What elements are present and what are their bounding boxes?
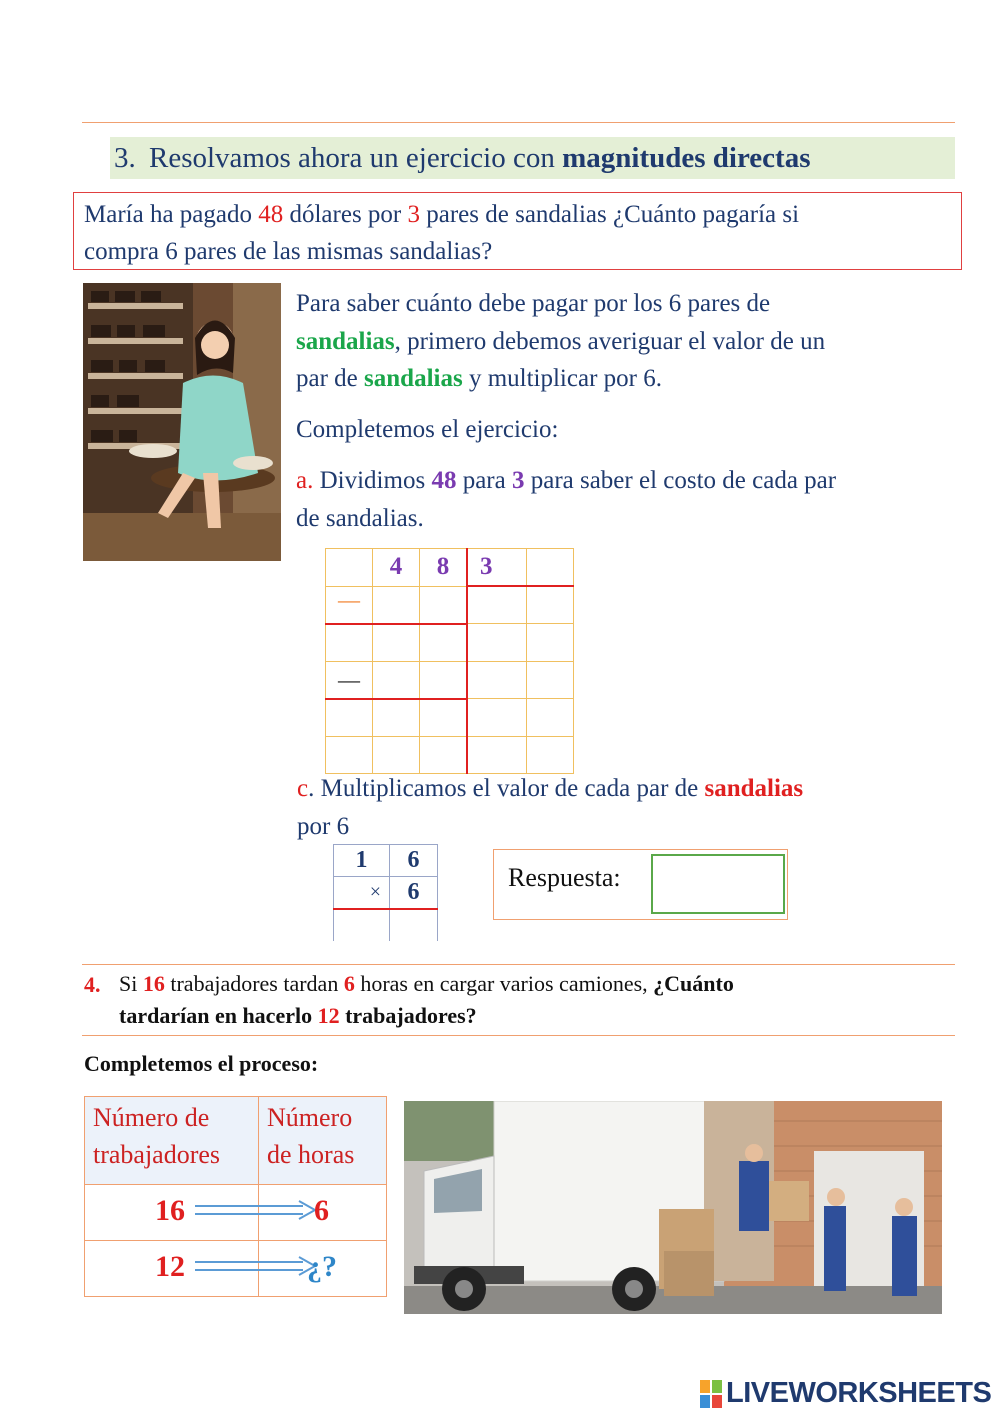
problem-text: pares de sandalias ¿Cuánto pagaría si [420, 201, 800, 228]
quotient-cell[interactable] [527, 586, 574, 624]
problem-text: María ha pagado [84, 201, 259, 228]
input-cell[interactable] [373, 661, 420, 699]
section-4-question: trabajadores? [339, 1003, 477, 1028]
mult-digit: 6 [390, 845, 438, 877]
grid-cell [467, 624, 527, 662]
minus-sign-1: — [326, 586, 373, 624]
explanation-text: par de [296, 365, 365, 392]
mult-digit: 6 [390, 877, 438, 910]
input-cell[interactable] [326, 699, 373, 737]
division-grid [325, 548, 574, 774]
section-4-text: Si [119, 971, 143, 996]
input-cell[interactable] [420, 624, 468, 662]
workers-value: 12 [155, 1250, 185, 1283]
step-a-text: de sandalias. [296, 504, 424, 532]
product-cell[interactable] [334, 909, 390, 941]
step-c-text: por 6 [297, 812, 350, 840]
step-a-text: para [456, 467, 512, 494]
divisor-cell: 3 [467, 549, 527, 587]
truck-loading-photo [404, 1101, 942, 1314]
section-4-question: ¿Cuánto [653, 971, 734, 996]
process-table [84, 1096, 387, 1297]
product-cell[interactable] [390, 909, 438, 941]
step-c-letter: c [297, 775, 309, 802]
grid-cell [527, 661, 574, 699]
liveworksheets-text: LIVEWORKSHEETS [726, 1377, 992, 1409]
keyword-sandalias: sandalias [364, 365, 463, 392]
input-cell[interactable] [373, 586, 420, 624]
step-a [296, 462, 961, 537]
keyword-sandalias: sandalias [296, 327, 395, 355]
workers-number: 16 [142, 971, 165, 996]
section-4-number: 4. [84, 972, 101, 997]
answer-input[interactable] [651, 854, 785, 914]
liveworksheets-logo [700, 1377, 991, 1411]
grid-cell [527, 736, 574, 773]
section-4-question: tardarían en hacerlo [119, 1003, 318, 1028]
section-4-bottom-divider [82, 1035, 955, 1036]
table-header-workers: Número de trabajadores [85, 1097, 259, 1185]
divisor-number: 3 [511, 467, 525, 494]
section-3-title: Resolvamos ahora un ejercicio con [149, 142, 563, 174]
section-4-text: horas en cargar varios camiones, [354, 971, 654, 996]
step-a-text: para saber el costo de cada par [524, 467, 837, 494]
grid-cell [373, 736, 420, 773]
hours-cell [259, 1185, 387, 1241]
step-c [297, 770, 962, 845]
workers-cell [85, 1185, 259, 1241]
problem-question: compra 6 pares de las mismas sandalias? [84, 238, 493, 265]
times-sign: × [334, 877, 390, 910]
explanation-paragraph [296, 285, 961, 398]
liveworksheets-icon [700, 1380, 722, 1408]
grid-cell [467, 661, 527, 699]
problem-text: dólares por [283, 201, 408, 228]
dividend-number: 48 [431, 467, 457, 494]
quotient-cell[interactable] [467, 586, 527, 624]
explanation-text: , primero debemos averiguar el valor de un [394, 327, 826, 355]
minus-sign-2: — [326, 661, 373, 699]
explanation-text: Para saber cuánto debe pagar por los 6 pares de [296, 290, 771, 317]
problem-statement-box [73, 192, 962, 270]
process-title: Completemos el proceso: [84, 1051, 319, 1076]
shoe-store-photo [83, 283, 281, 561]
input-cell[interactable] [420, 699, 468, 737]
grid-cell [420, 736, 468, 773]
grid-cell [527, 699, 574, 737]
multiplication-grid [333, 844, 438, 941]
table-header-hours: Número de horas [259, 1097, 387, 1185]
new-workers-number: 12 [317, 1003, 340, 1028]
step-c-text: . Multiplicamos el valor de cada par de [308, 775, 705, 802]
explanation-text: y multiplicar por 6. [462, 365, 662, 392]
input-cell[interactable] [420, 661, 468, 699]
dividend-digit: 8 [420, 549, 468, 587]
problem-pairs: 3 [407, 201, 421, 228]
section-3-title-bold: magnitudes directas [562, 142, 811, 174]
complete-exercise-label: Completemos el ejercicio: [296, 416, 559, 443]
hours-number: 6 [343, 971, 355, 996]
problem-amount: 48 [258, 201, 284, 228]
section-4-top-divider [82, 964, 955, 965]
section-4-text: trabajadores tardan [164, 971, 344, 996]
mult-digit: 1 [334, 845, 390, 877]
grid-cell [467, 699, 527, 737]
grid-cell [527, 624, 574, 662]
input-cell[interactable] [420, 586, 468, 624]
unknown-hours: ¿? [307, 1250, 337, 1283]
dividend-digit: 4 [373, 549, 420, 587]
grid-cell [527, 549, 574, 587]
hours-value: 6 [314, 1194, 329, 1227]
keyword-sandalias-red: sandalias [704, 775, 804, 802]
section-4-problem [119, 968, 969, 1032]
input-cell[interactable] [373, 624, 420, 662]
top-divider [82, 122, 955, 123]
answer-box [493, 849, 788, 920]
step-a-letter: a. [296, 467, 314, 494]
hours-answer-cell[interactable] [259, 1241, 387, 1297]
grid-cell [326, 736, 373, 773]
grid-cell [326, 549, 373, 587]
grid-cell [467, 736, 527, 773]
input-cell[interactable] [373, 699, 420, 737]
section-3-number: 3. [114, 142, 136, 174]
input-cell[interactable] [326, 624, 373, 662]
workers-cell [85, 1241, 259, 1297]
answer-label: Respuesta: [508, 863, 621, 892]
step-a-text: Dividimos [313, 467, 432, 494]
workers-value: 16 [155, 1194, 185, 1227]
section-3-heading [110, 137, 955, 179]
